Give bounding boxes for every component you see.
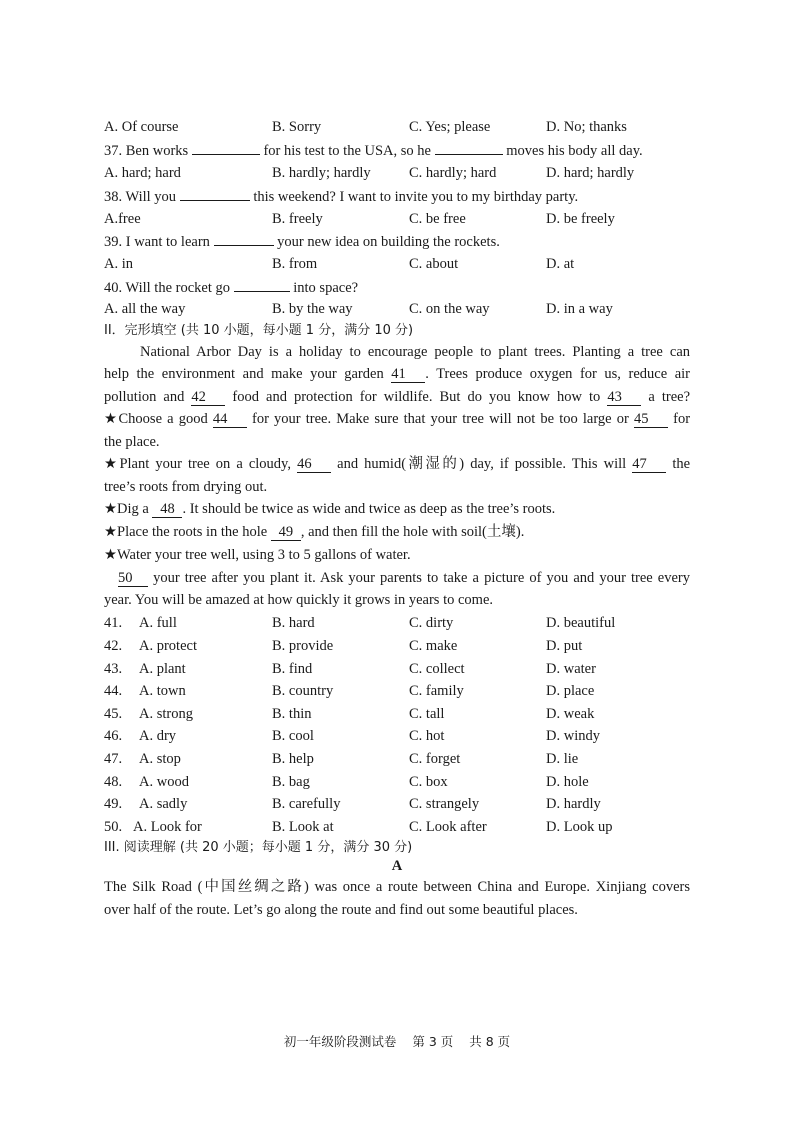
blank-46: 46 [297,456,331,473]
question-37-blank-2 [435,141,503,155]
option-c: C. box [409,774,448,790]
q36-option-a: A. Of course [104,119,179,135]
option-b: B. thin [272,706,312,722]
option-number: 46. [104,728,123,744]
option-a: A. full [139,615,177,631]
q37-option-a: A. hard; hard [104,165,181,181]
passage-line-10: ★Water your tree well, using 3 to 5 gallons of water. [104,547,411,563]
option-c: C. strangely [409,796,480,812]
question-38 [104,187,578,206]
question-37-end: moves his body all day. [506,143,643,159]
section-2-title: II．完形填空 (共 10 小题，每小题 1 分，满分 10 分) [104,323,414,338]
option-number: 50. [104,819,123,835]
option-d: D. beautiful [546,615,616,631]
q40-option-d: D. in a way [546,301,613,317]
option-b: B. find [272,661,313,677]
blank-49: 49 [271,524,301,541]
blank-45: 45 [634,411,668,428]
option-c: C. collect [409,661,465,677]
passage-line-9: ★Place the roots in the hole 49 , and then fill the hole with soil(土壤). [104,524,525,540]
passage-line-7: tree’s roots from drying out. [104,479,268,495]
option-d: D. lie [546,751,579,767]
reading-a-heading: A [391,858,403,874]
question-40-end: into space? [293,280,359,296]
blank-50: 50 [118,570,148,587]
option-d: D. hardly [546,796,601,812]
q38-option-c: C. be free [409,211,466,227]
exam-title: 初一年级阶段测试卷 [283,1034,397,1049]
question-40-blank [234,278,290,292]
option-b: B. country [272,683,334,699]
question-38-end: this weekend? I want to invite you to my birthday party. [253,189,579,205]
option-d: D. Look up [546,819,613,835]
option-a: A. wood [139,774,189,790]
blank-41: 41 [391,366,425,383]
option-b: B. help [272,751,314,767]
option-d: D. hole [546,774,589,790]
passage-line-12: year. You will be amazed at how quickly it grows in years to come. [104,592,494,608]
question-37-middle: for his test to the USA, so he [263,143,431,159]
q37-option-d: D. hard; hardly [546,165,635,181]
question-39-end: your new idea on building the rockets. [277,234,500,250]
passage-line-8: ★Dig a 48 . It should be twice as wide and twice as deep as the tree’s roots. [104,501,556,517]
question-37-start: 37. Ben works [104,143,189,159]
option-a: A. Look for [133,819,202,835]
passage-line-2: help the environment and make your garden 41 . Trees produce oxygen for us, reduce air [104,366,690,382]
q39-option-a: A. in [104,256,133,272]
option-number: 45. [104,706,123,722]
option-d: D. place [546,683,595,699]
passage-line-3: pollution and 42 food and protection for wildlife. But do you know how to 43 a tree? [104,389,691,405]
option-number: 41. [104,615,123,631]
q36-option-b: B. Sorry [272,119,322,135]
option-number: 49. [104,796,123,812]
option-a: A. strong [139,706,193,722]
q37-option-b: B. hardly; hardly [272,165,371,181]
blank-42: 42 [191,389,225,406]
option-c: C. make [409,638,458,654]
question-40 [104,278,358,297]
option-b: B. carefully [272,796,341,812]
question-38-start: 38. Will you [104,189,177,205]
blank-44: 44 [213,411,247,428]
page-footer [0,1032,794,1050]
option-d: D. water [546,661,596,677]
blank-47: 47 [632,456,666,473]
question-40-start: 40. Will the rocket go [104,280,230,296]
option-b: B. provide [272,638,334,654]
option-a: A. stop [139,751,181,767]
q40-option-b: B. by the way [272,301,353,317]
option-c: C. hot [409,728,445,744]
option-number: 48. [104,774,123,790]
q40-option-c: C. on the way [409,301,490,317]
option-a: A. sadly [139,796,188,812]
option-b: B. bag [272,774,310,790]
q39-option-d: D. at [546,256,575,272]
option-c: C. dirty [409,615,454,631]
page-total: 共 8 页 [469,1034,511,1049]
option-c: C. forget [409,751,461,767]
option-number: 47. [104,751,123,767]
passage-line-1: National Arbor Day is a holiday to encourage people to plant trees. Planting a tree can [140,344,690,360]
option-b: B. hard [272,615,315,631]
passage-line-5: the place. [104,434,160,450]
option-a: A. town [139,683,186,699]
q40-option-a: A. all the way [104,301,186,317]
q36-option-d: D. No; thanks [546,119,627,135]
q37-option-c: C. hardly; hard [409,165,497,181]
option-d: D. windy [546,728,600,744]
q39-option-b: B. from [272,256,318,272]
option-number: 43. [104,661,123,677]
option-c: C. Look after [409,819,487,835]
q36-option-c: C. Yes; please [409,119,491,135]
option-b: B. Look at [272,819,334,835]
question-37 [104,141,643,160]
q38-option-a: A.free [104,211,141,227]
question-39-start: 39. I want to learn [104,234,210,250]
reading-a-line-2: over half of the route. Let’s go along the route and find out some beautiful places. [104,902,578,918]
question-38-blank [180,187,250,201]
option-a: A. plant [139,661,186,677]
option-a: A. dry [139,728,177,744]
option-d: D. put [546,638,583,654]
page-number: 第 3 页 [412,1034,454,1049]
section-3-title: III. 阅读理解 (共 20 小题；每小题 1 分，满分 30 分) [104,840,413,855]
q39-option-c: C. about [409,256,459,272]
passage-line-11: 50 your tree after you plant it. Ask your parents to take a picture of you and your tree every [118,570,691,586]
option-d: D. weak [546,706,595,722]
option-c: C. family [409,683,464,699]
option-number: 44. [104,683,123,699]
option-b: B. cool [272,728,314,744]
q38-option-b: B. freely [272,211,323,227]
passage-line-4: ★Choose a good 44 for your tree. Make sure that your tree will not be too large or 45 for [104,411,691,427]
option-number: 42. [104,638,123,654]
blank-43: 43 [607,389,641,406]
question-39 [104,232,500,251]
reading-a-line-1: The Silk Road (中国丝绸之路) was once a route between China and Europe. Xinjiang covers [104,879,690,895]
passage-line-6: ★Plant your tree on a cloudy, 46 and humid(潮湿的) day, if possible. This will 47 the [104,456,691,472]
q38-option-d: D. be freely [546,211,615,227]
option-a: A. protect [139,638,197,654]
option-c: C. tall [409,706,445,722]
question-39-blank [214,232,274,246]
blank-48: 48 [152,501,182,518]
question-37-blank-1 [192,141,260,155]
